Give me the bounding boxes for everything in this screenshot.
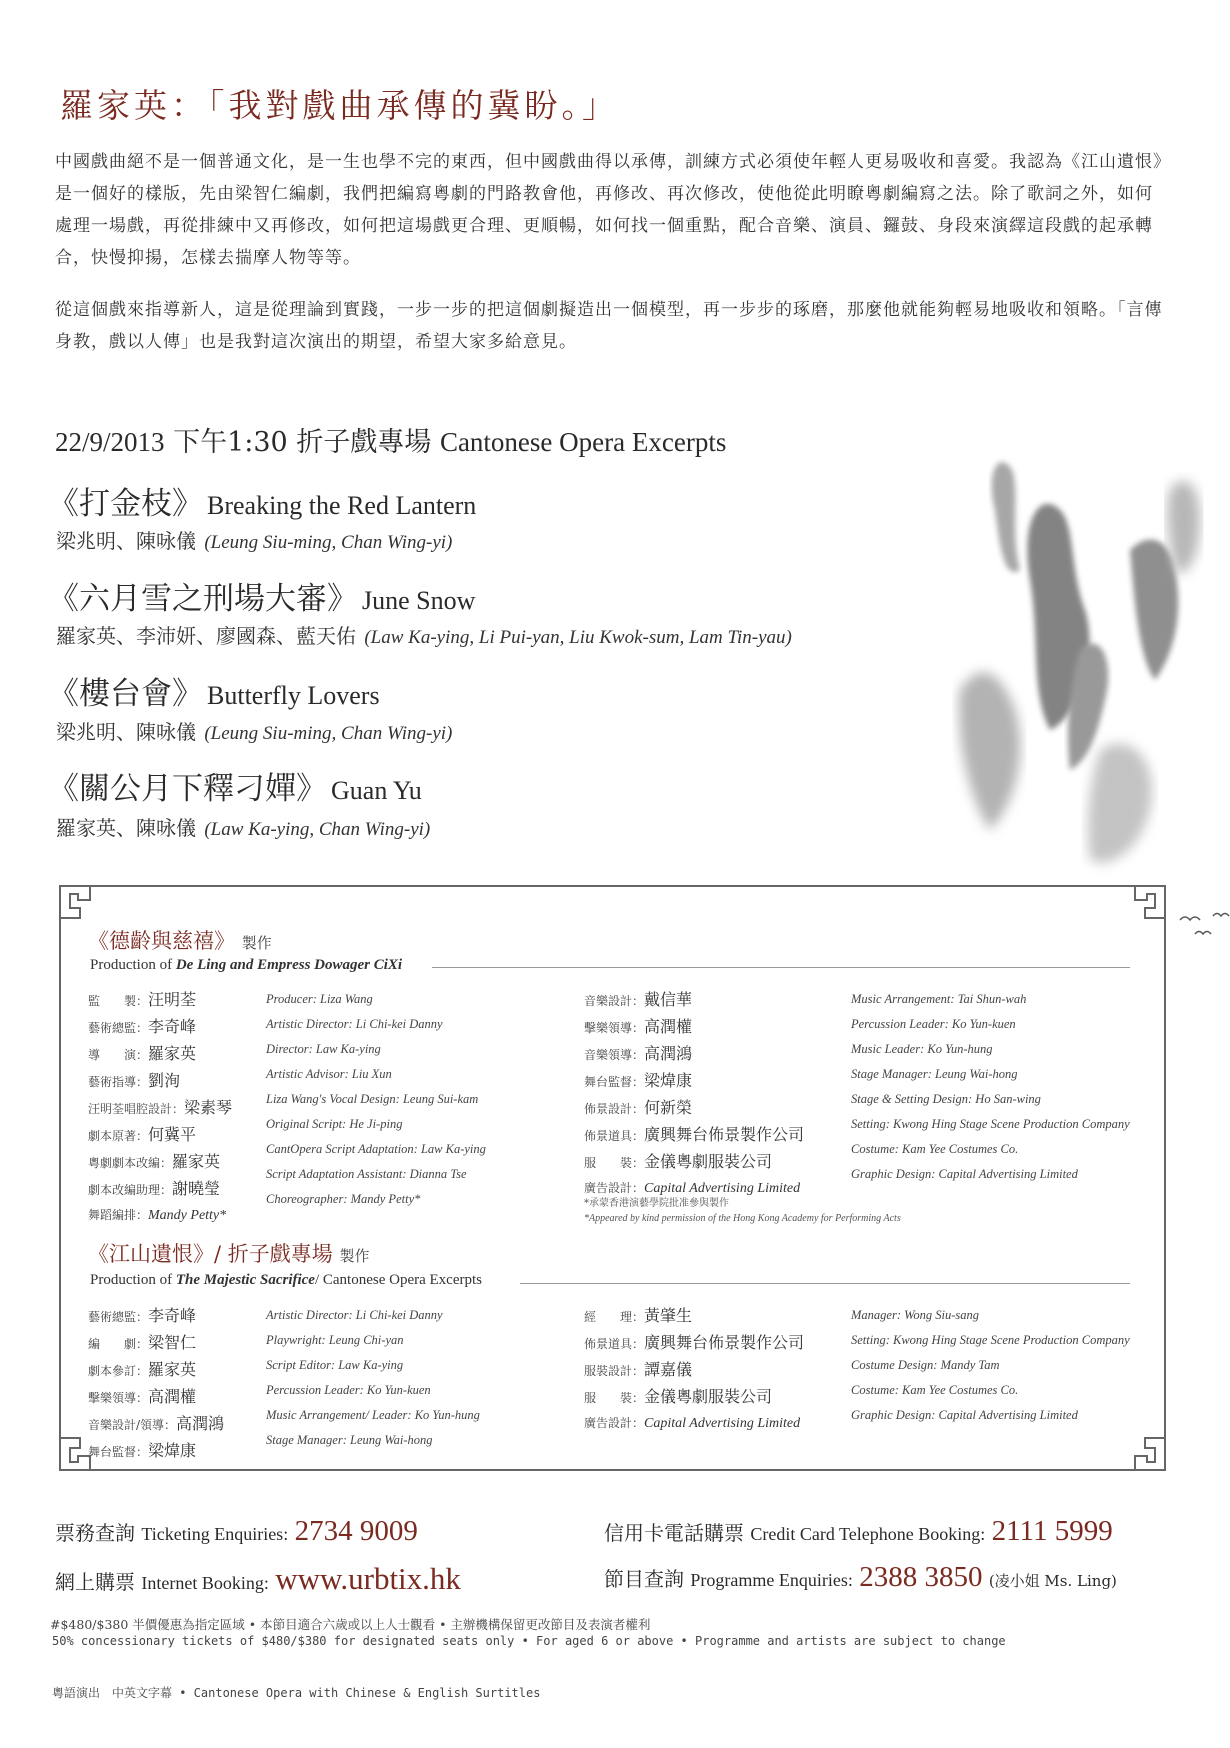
excerpt-cast-zh: 梁兆明、陳咏儀 <box>56 720 196 744</box>
credit-name: 黃肇生 <box>644 1306 693 1325</box>
production-2-sub-suffix: / Cantonese Opera Excerpts <box>314 1272 482 1288</box>
internet-label-en: Internet Booking <box>141 1573 264 1593</box>
ticketing-number: 2734 9009 <box>294 1515 418 1547</box>
programme-number: 2388 3850 <box>859 1561 983 1593</box>
credit-row <box>88 1203 232 1228</box>
credit-en: CantOpera Script Adaptation: Law Ka-ying <box>266 1142 486 1156</box>
credit-name: 廣興舞台佈景製作公司 <box>644 1333 805 1352</box>
production-1-rule <box>432 967 1130 968</box>
credit-row <box>584 1068 804 1095</box>
credit-name: 高潤鴻 <box>176 1414 225 1433</box>
excerpt-cast-en: (Leung Siu-ming, Chan Wing-yi) <box>204 532 453 553</box>
credit-name: 羅家英 <box>148 1360 197 1379</box>
excerpt-title <box>48 668 380 713</box>
production-2-right-credits-en <box>851 1303 1130 1428</box>
credit-role: 劇本原著： <box>88 1129 149 1143</box>
credit-row <box>88 987 232 1014</box>
credit-role: 擊樂領導： <box>88 1391 149 1405</box>
credit-role: 經 理： <box>584 1310 645 1324</box>
credit-role: 佈景道具： <box>584 1129 645 1143</box>
credit-label-en: Credit Card Telephone Booking <box>750 1524 981 1544</box>
internet-label-zh: 網上購票 <box>55 1570 135 1594</box>
credit-en: Script Adaptation Assistant: Dianna Tse <box>266 1167 467 1181</box>
production-1-left-credits-en <box>266 987 486 1212</box>
credit-en: Graphic Design: Capital Advertising Limited <box>851 1167 1078 1181</box>
credit-label-zh: 信用卡電話購票 <box>604 1521 744 1545</box>
credit-row <box>584 1384 804 1411</box>
credit-en: Percussion Leader: Ko Yun-kuen <box>851 1017 1016 1031</box>
credit-role: 佈景設計： <box>584 1102 645 1116</box>
credit-role: 舞台監督： <box>88 1445 149 1459</box>
production-2-title-zh: 《江山遺恨》/ 折子戲專場 <box>88 1242 333 1266</box>
fine-print-en: 50% concessionary tickets of $480/$380 for designated seats only • For aged 6 or above • Programme and artists are subject to change <box>52 1634 1006 1648</box>
birds-illustration <box>1175 908 1230 948</box>
ticketing-enquiries: 票務查詢 Ticketing Enquiries: 2734 9009 <box>55 1515 418 1547</box>
credit-en: Graphic Design: Capital Advertising Limited <box>851 1408 1078 1422</box>
production-1-note <box>584 1196 901 1226</box>
credit-en: Percussion Leader: Ko Yun-kuen <box>266 1383 431 1397</box>
production-1-right-credits-en <box>851 987 1130 1187</box>
ticketing-label-en: Ticketing Enquiries <box>141 1524 284 1544</box>
production-2-title <box>88 1238 369 1268</box>
credit-name: Capital Advertising Limited <box>644 1181 801 1196</box>
credit-row <box>584 1411 804 1436</box>
ticketing-label-zh: 票務查詢 <box>55 1521 135 1545</box>
credit-role: 廣告設計： <box>584 1181 645 1195</box>
credit-role: 服 裝： <box>584 1391 645 1405</box>
production-1-right-credits <box>584 987 804 1201</box>
ink-landscape-painting <box>900 430 1230 910</box>
credit-name: 謝曉瑩 <box>172 1179 221 1198</box>
credit-name: 梁煒康 <box>148 1441 197 1460</box>
credit-role: 音樂設計： <box>584 994 645 1008</box>
excerpt-title-en: Guan Yu <box>331 776 422 805</box>
credit-name: 梁素琴 <box>184 1098 233 1117</box>
credit-en: Stage Manager: Leung Wai-hong <box>266 1433 433 1447</box>
excerpt-cast <box>56 525 452 554</box>
production-1-title <box>88 925 272 955</box>
credit-row <box>584 987 804 1014</box>
credit-row <box>88 1438 224 1465</box>
credit-row <box>584 1330 804 1357</box>
event-time: 下午1:30 <box>173 427 288 458</box>
credit-en: Artistic Director: Li Chi-kei Danny <box>266 1308 443 1322</box>
credit-role: 編 劇： <box>88 1337 149 1351</box>
credit-row <box>88 1095 232 1122</box>
excerpt-title <box>48 573 475 618</box>
credit-role: 藝術指導： <box>88 1075 149 1089</box>
excerpt-title <box>48 763 422 808</box>
credit-row <box>88 1411 224 1438</box>
credit-row <box>88 1384 224 1411</box>
production-1-left-credits <box>88 987 232 1228</box>
excerpt-title-zh: 《樓台會》 <box>48 676 203 712</box>
programme-label-en: Programme Enquiries <box>690 1570 848 1590</box>
excerpt-cast <box>56 812 430 841</box>
credit-en: Music Leader: Ko Yun-hung <box>851 1042 993 1056</box>
credit-row <box>584 1149 804 1176</box>
excerpt-cast-zh: 梁兆明、陳咏儀 <box>56 529 196 553</box>
credit-en: Manager: Wong Siu-sang <box>851 1308 980 1322</box>
programme-contact: (凌小姐 Ms. Ling) <box>988 1572 1117 1590</box>
credit-name: 羅家英 <box>148 1044 197 1063</box>
credit-name: 何冀平 <box>148 1125 197 1144</box>
credit-en: Setting: Kwong Hing Stage Scene Production Company <box>851 1333 1130 1347</box>
event-heading <box>55 420 726 459</box>
credit-en: Original Script: He Ji-ping <box>266 1117 403 1131</box>
production-2-subtitle <box>90 1272 482 1289</box>
fine-print-zh: #$480/$380 半價優惠為指定區域 • 本節目適合六歲或以上人士觀看 • 主辦機構保留更改節目及表演者權利 <box>50 1617 651 1632</box>
excerpt-cast-en: (Law Ka-ying, Chan Wing-yi) <box>204 819 431 840</box>
surtitles-note: 粵語演出 中英文字幕 • Cantonese Opera with Chinese & English Surtitles <box>52 1686 541 1700</box>
credit-name: 戴信華 <box>644 990 693 1009</box>
quote-title: 羅家英：「我對戲曲承傳的冀盼。」 <box>60 86 619 125</box>
event-title-zh: 折子戲專場 <box>296 427 432 458</box>
credit-row <box>88 1014 232 1041</box>
credit-en: Costume: Kam Yee Costumes Co. <box>851 1142 1019 1156</box>
production-1-sub-title: De Ling and Empress Dowager CiXi <box>175 957 403 973</box>
credit-role: 擊樂領導： <box>584 1021 645 1035</box>
production-2-left-credits <box>88 1303 224 1465</box>
production-1-sub-prefix: Production of <box>90 957 176 973</box>
credit-role: 導 演： <box>88 1048 149 1062</box>
credit-name: 何新榮 <box>644 1098 693 1117</box>
credit-name: Mandy Petty* <box>148 1208 227 1223</box>
credit-row <box>88 1068 232 1095</box>
credit-en: Script Editor: Law Ka-ying <box>266 1358 404 1372</box>
credit-role: 粵劇劇本改編： <box>88 1156 173 1170</box>
production-1-subtitle <box>90 957 402 974</box>
credit-en: Choreographer: Mandy Petty* <box>266 1192 421 1206</box>
excerpt-title-zh: 《六月雪之刑場大審》 <box>48 581 358 617</box>
production-2-rule <box>520 1283 1130 1284</box>
excerpt-cast-zh: 羅家英、陳咏儀 <box>56 816 196 840</box>
excerpt-cast-en: (Leung Siu-ming, Chan Wing-yi) <box>204 723 453 744</box>
credit-role: 服裝設計： <box>584 1364 645 1378</box>
credit-en: Costume Design: Mandy Tam <box>851 1358 1000 1372</box>
credit-row <box>584 1095 804 1122</box>
credit-name: 汪明荃 <box>148 990 197 1009</box>
internet-booking: 網上購票 Internet Booking: www.urbtix.hk <box>55 1561 461 1596</box>
production-1-title-zh: 《德齡與慈禧》 <box>88 929 235 953</box>
credit-row <box>88 1176 232 1203</box>
production-2-right-credits <box>584 1303 804 1436</box>
credit-name: 金儀粵劇服裝公司 <box>644 1152 773 1171</box>
credit-row <box>584 1357 804 1384</box>
credit-row <box>88 1357 224 1384</box>
credit-name: 李奇峰 <box>148 1306 197 1325</box>
excerpt-title-en: Breaking the Red Lantern <box>207 491 477 520</box>
credit-en: Artistic Director: Li Chi-kei Danny <box>266 1017 443 1031</box>
credit-en: Director: Law Ka-ying <box>266 1042 381 1056</box>
credit-name: 高潤權 <box>148 1387 197 1406</box>
credit-role: 廣告設計： <box>584 1416 645 1430</box>
credit-name: 梁煒康 <box>644 1071 693 1090</box>
excerpt-title-zh: 《關公月下釋刁嬋》 <box>48 771 327 807</box>
credit-name: 高潤權 <box>644 1017 693 1036</box>
credit-row <box>584 1014 804 1041</box>
credit-en: Stage Manager: Leung Wai-hong <box>851 1067 1018 1081</box>
credit-card-booking: 信用卡電話購票 Credit Card Telephone Booking: 2111 5999 <box>604 1515 1113 1547</box>
intro-paragraph-2: 從這個戲來指導新人，這是從理論到實踐，一步一步的把這個劇擬造出一個模型，再一步步的琢磨，那麼他就能夠輕易地吸收和領略。「言傳身教，戲以人傳」也是我對這次演出的期望，希望大家多給意見。 <box>55 300 1163 352</box>
credit-role: 藝術總監： <box>88 1310 149 1324</box>
excerpt-title-zh: 《打金枝》 <box>48 486 203 522</box>
excerpt-title-en: Butterfly Lovers <box>207 681 380 710</box>
note-zh: *承蒙香港演藝學院批准參與製作 <box>584 1198 729 1209</box>
credit-name: 羅家英 <box>172 1152 221 1171</box>
credit-en: Music Arrangement/ Leader: Ko Yun-hung <box>266 1408 480 1422</box>
credit-en: Music Arrangement: Tai Shun-wah <box>851 992 1027 1006</box>
credit-name: 李奇峰 <box>148 1017 197 1036</box>
credit-name: 金儀粵劇服裝公司 <box>644 1387 773 1406</box>
credit-en: Artistic Advisor: Liu Xun <box>266 1067 392 1081</box>
credit-en: Producer: Liza Wang <box>266 992 373 1006</box>
intro-paragraph-1: 中國戲曲絕不是一個普通文化，是一生也學不完的東西，但中國戲曲得以承傳，訓練方式必須使年輕人更易吸收和喜愛。我認為《江山遺恨》是一個好的樣版，先由梁智仁編劇，我們把編寫粵劇的門路教會他，再修改、再次修改，使他從此明瞭粵劇編寫之法。除了歌詞之外，如何處理一場戲，再從排練中又再修改，如何把這場戲更合理、更順暢，如何找一個重點，配合音樂、演員、鑼鼓、身段來演繹這段戲的起承轉合，快慢抑揚，怎樣去揣摩人物等等。 <box>55 152 1163 268</box>
production-1-title-suffix: 製作 <box>241 934 272 952</box>
credit-name: 劉洵 <box>148 1071 181 1090</box>
credit-role: 監 製： <box>88 994 149 1008</box>
excerpt-title <box>48 478 476 523</box>
production-2-sub-prefix: Production of <box>90 1272 176 1288</box>
credit-role: 服 裝： <box>584 1156 645 1170</box>
credit-role: 藝術總監： <box>88 1021 149 1035</box>
credit-row <box>88 1122 232 1149</box>
credit-role: 音樂設計/領導： <box>88 1418 177 1432</box>
credit-role: 劇本改編助理： <box>88 1183 173 1197</box>
credit-name: 譚嘉儀 <box>644 1360 693 1379</box>
credit-en: Costume: Kam Yee Costumes Co. <box>851 1383 1019 1397</box>
event-date: 22/9/2013 <box>55 427 165 457</box>
credit-row <box>88 1330 224 1357</box>
credit-role: 舞蹈編排： <box>88 1208 149 1222</box>
excerpt-cast <box>56 716 452 745</box>
credit-row <box>584 1303 804 1330</box>
excerpt-cast-zh: 羅家英、李沛妍、廖國森、藍天佑 <box>56 624 356 648</box>
credit-en: Liza Wang's Vocal Design: Leung Sui-kam <box>266 1092 479 1106</box>
credit-role: 佈景道具： <box>584 1337 645 1351</box>
excerpt-cast <box>56 620 792 649</box>
credit-number: 2111 5999 <box>991 1515 1113 1547</box>
credit-name: 廣興舞台佈景製作公司 <box>644 1125 805 1144</box>
programme-enquiries: 節目查詢 Programme Enquiries: 2388 3850 (凌小姐 Ms. Ling) <box>604 1561 1117 1593</box>
production-2-left-credits-en <box>266 1303 480 1453</box>
credit-row <box>88 1303 224 1330</box>
event-title-en: Cantonese Opera Excerpts <box>439 427 727 457</box>
production-2-sub-title: The Majestic Sacrifice <box>175 1272 315 1288</box>
credit-row <box>88 1041 232 1068</box>
credit-name: 高潤鴻 <box>644 1044 693 1063</box>
excerpt-title-en: June Snow <box>362 586 476 615</box>
credit-en: Stage & Setting Design: Ho San-wing <box>851 1092 1041 1106</box>
internet-url-link[interactable]: www.urbtix.hk <box>275 1561 461 1596</box>
credit-en: Setting: Kwong Hing Stage Scene Production Company <box>851 1117 1130 1131</box>
production-2-title-suffix: 製作 <box>339 1247 370 1265</box>
credit-row <box>584 1041 804 1068</box>
credit-role: 劇本參訂： <box>88 1364 149 1378</box>
credit-row <box>88 1149 232 1176</box>
programme-label-zh: 節目查詢 <box>604 1567 684 1591</box>
credit-role: 汪明荃唱腔設計： <box>88 1102 185 1116</box>
credit-name: Capital Advertising Limited <box>644 1416 801 1431</box>
credit-name: 梁智仁 <box>148 1333 197 1352</box>
note-en: *Appeared by kind permission of the Hong Kong Academy for Performing Acts <box>584 1213 901 1224</box>
credit-row <box>584 1122 804 1149</box>
credit-role: 舞台監督： <box>584 1075 645 1089</box>
excerpt-cast-en: (Law Ka-ying, Li Pui-yan, Liu Kwok-sum, Lam Tin-yau) <box>364 627 792 648</box>
credit-role: 音樂領導： <box>584 1048 645 1062</box>
credit-en: Playwright: Leung Chi-yan <box>266 1333 404 1347</box>
